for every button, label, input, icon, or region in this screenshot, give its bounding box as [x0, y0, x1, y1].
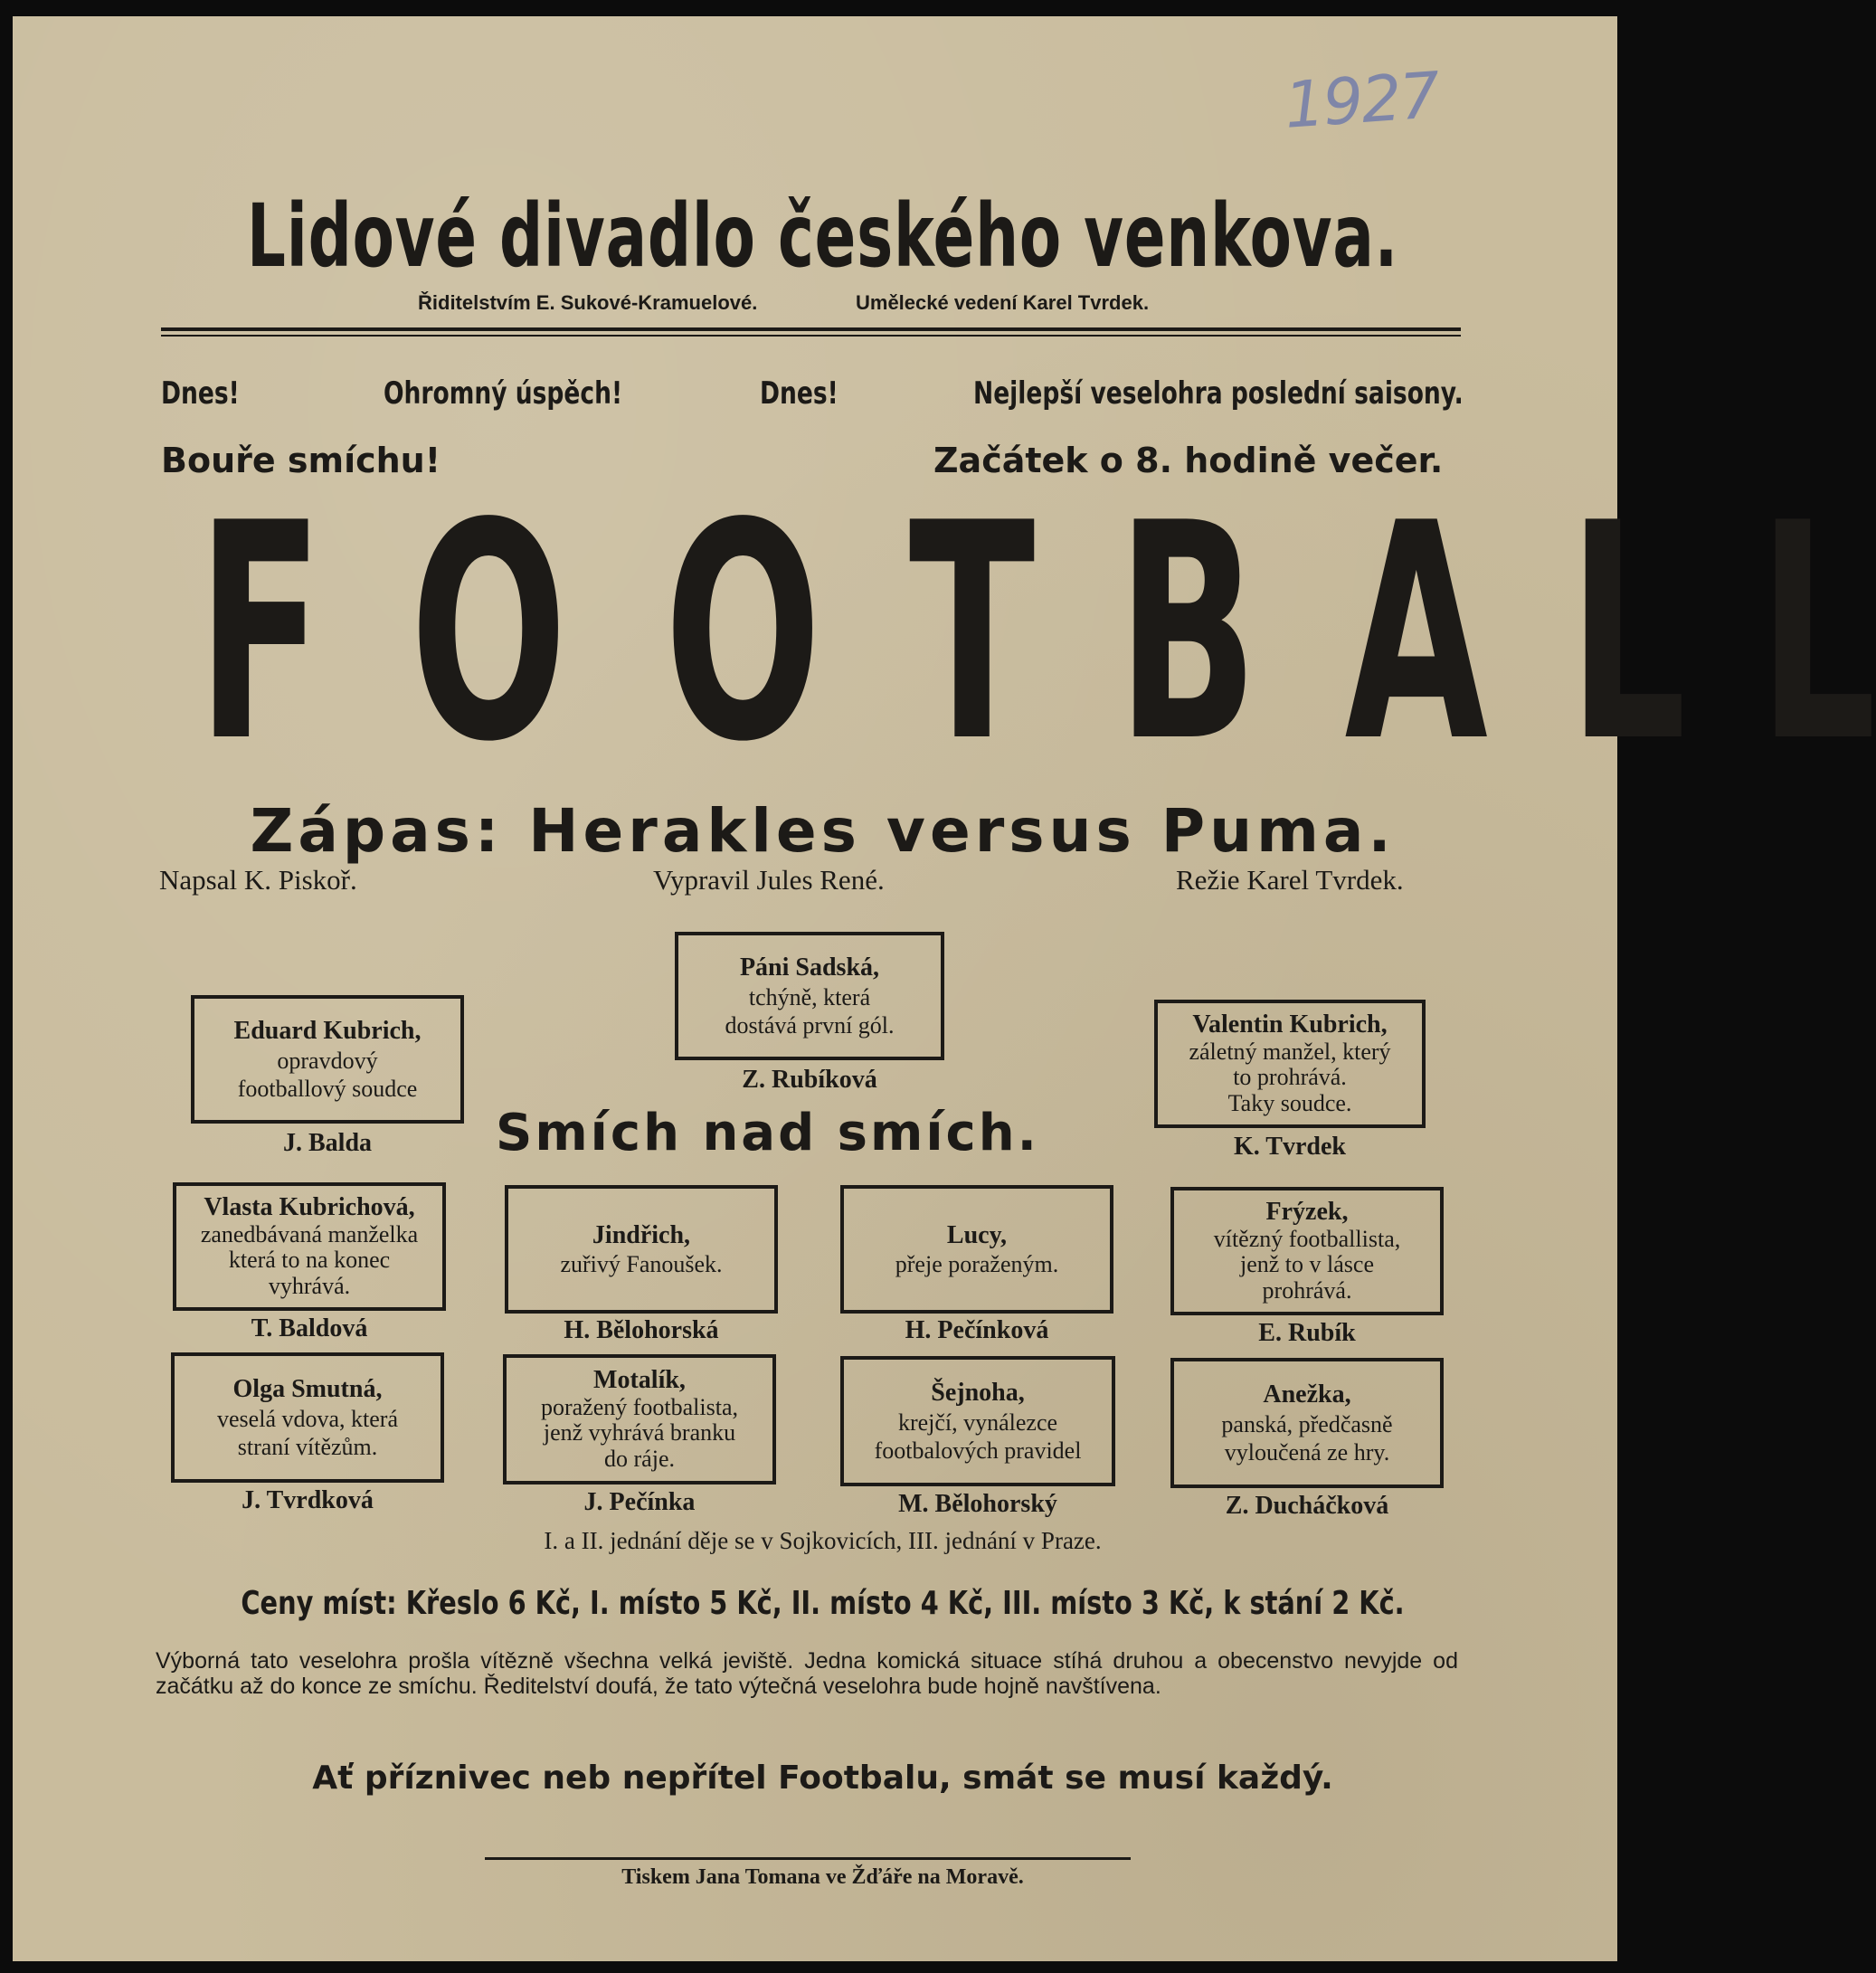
- role-desc: panská, předčasně: [1221, 1410, 1393, 1437]
- artistic-line: Umělecké vedení Karel Tvrdek.: [856, 291, 1150, 314]
- role-desc: veselá vdova, která: [217, 1405, 398, 1432]
- role-desc: která to na konec: [228, 1247, 391, 1274]
- role-desc: prohrává.: [1262, 1276, 1352, 1304]
- announce-best-comedy: Nejlepší veselohra poslední saisony.: [973, 375, 1464, 412]
- role-name: Olga Smutná,: [232, 1375, 383, 1404]
- role-desc: opravdový: [277, 1047, 378, 1074]
- role-desc: záletný manžel, který: [1189, 1038, 1391, 1065]
- actor-name: M. Bělohorský: [898, 1490, 1057, 1518]
- printer-imprint: Tiskem Jana Tomana ve Žďáře na Moravě.: [621, 1865, 1024, 1889]
- match-subtitle: Zápas: Herakles versus Puma.: [250, 796, 1396, 866]
- role-name: Lucy,: [946, 1220, 1008, 1249]
- actor-name: T. Baldová: [251, 1314, 368, 1342]
- role-name: Jindřich,: [592, 1220, 691, 1249]
- role-box-olga: [171, 1352, 444, 1483]
- role-box-lucy: [840, 1185, 1113, 1314]
- title-letter: T: [908, 460, 1035, 807]
- credit-author: Napsal K. Piskoř.: [159, 864, 357, 896]
- role-desc: jenž vyhrává branku: [543, 1419, 736, 1447]
- title-letter: L: [1568, 460, 1686, 807]
- role-box-jindrich: [505, 1185, 778, 1314]
- slogan: Ať příznivec neb nepřítel Footbalu, smát se musí každý.: [312, 1760, 1333, 1797]
- role-box-fryzek: [1170, 1187, 1444, 1315]
- description-paragraph: Výborná tato veselohra prošla vítězně všechna velká jeviště. Jedna komická situace stíhá druhou a obecenstvo nevyjde od začátku až do konce ze smíchu. Ředitelství doufá, že tato výtečná veselohra bude hojně navštívena.: [156, 1648, 1458, 1699]
- role-box-anezka: [1170, 1358, 1444, 1488]
- role-desc: footballový soudce: [237, 1075, 418, 1102]
- actor-name: H. Bělohorská: [564, 1316, 719, 1344]
- role-desc: vyhrává.: [268, 1272, 351, 1299]
- role-name: Motalík,: [593, 1365, 686, 1394]
- actor-name: E. Rubík: [1258, 1319, 1356, 1347]
- role-box-sejnoha: [840, 1356, 1115, 1486]
- actor-name: J. Tvrdková: [242, 1486, 374, 1514]
- credit-director: Režie Karel Tvrdek.: [1176, 864, 1404, 896]
- announce-dnes-2: Dnes!: [760, 375, 839, 412]
- title-letter: O: [664, 460, 822, 807]
- role-desc: jenž to v lásce: [1240, 1251, 1374, 1278]
- role-name: Šejnoha,: [931, 1379, 1025, 1408]
- role-desc: přeje poraženým.: [895, 1251, 1059, 1278]
- role-box-eduard: [191, 995, 464, 1124]
- role-box-motalik: [503, 1354, 776, 1484]
- role-desc: do ráje.: [604, 1445, 675, 1472]
- acts-location: I. a II. jednání děje se v Sojkovicích, III. jednání v Praze.: [544, 1527, 1102, 1554]
- header-rule-thick: [161, 327, 1461, 331]
- role-desc: zuřivý Fanoušek.: [560, 1251, 723, 1278]
- role-name: Valentin Kubrich,: [1192, 1010, 1388, 1039]
- announce-storm: Bouře smíchu!: [161, 441, 441, 480]
- actor-name: Z. Rubíková: [742, 1066, 877, 1094]
- role-desc: vyloučená ze hry.: [1224, 1438, 1390, 1466]
- role-desc: footbalových pravidel: [874, 1437, 1082, 1464]
- role-name: Frýzek,: [1265, 1197, 1349, 1226]
- role-name: Páni Sadská,: [739, 953, 880, 982]
- title-letter: L: [1758, 460, 1876, 807]
- role-desc: straní vítězům.: [237, 1433, 378, 1460]
- actor-name: H. Pečínková: [905, 1316, 1049, 1344]
- role-desc: vítězný footballista,: [1213, 1225, 1401, 1252]
- footer-rule: [485, 1857, 1131, 1860]
- theatre-name: Lidové divadlo českého venkova.: [247, 185, 1398, 287]
- role-box-vlasta: [173, 1182, 446, 1311]
- title-letter: F: [196, 460, 324, 807]
- announce-dnes-1: Dnes!: [161, 375, 240, 412]
- role-name: Anežka,: [1263, 1380, 1351, 1409]
- handwritten-year: 1927: [1282, 58, 1441, 143]
- credit-staging: Vypravil Jules René.: [653, 864, 885, 896]
- role-box-sadska: [675, 932, 944, 1060]
- title-letter: B: [1116, 460, 1258, 807]
- role-desc: to prohrává.: [1233, 1064, 1347, 1091]
- role-box-valentin: [1154, 1000, 1426, 1128]
- ticket-prices: Ceny míst: Křeslo 6 Kč, I. místo 5 Kč, II. místo 4 Kč, III. místo 3 Kč, k stání 2 Kč.: [241, 1585, 1405, 1622]
- role-name: Eduard Kubrich,: [233, 1017, 422, 1046]
- announce-success: Ohromný úspěch!: [384, 375, 623, 412]
- tagline: Smích nad smích.: [496, 1104, 1039, 1162]
- announce-start-time: Začátek o 8. hodině večer.: [933, 441, 1444, 480]
- role-desc: dostává první gól.: [725, 1011, 895, 1039]
- role-desc: tchýně, která: [748, 983, 871, 1010]
- role-desc: zanedbávaná manželka: [200, 1220, 419, 1247]
- header-rule-thin: [161, 335, 1461, 337]
- direction-line: Řiditelstvím E. Sukové-Kramuelové.: [418, 291, 758, 314]
- actor-name: J. Pečínka: [583, 1488, 696, 1516]
- title-letter: A: [1344, 460, 1489, 807]
- role-desc: Taky soudce.: [1227, 1089, 1352, 1116]
- actor-name: J. Balda: [282, 1129, 373, 1157]
- role-name: Vlasta Kubrichová,: [204, 1192, 415, 1221]
- title-letter: O: [410, 460, 568, 807]
- role-desc: poražený footbalista,: [540, 1393, 739, 1420]
- role-desc: krejčí, vynálezce: [897, 1409, 1058, 1436]
- actor-name: K. Tvrdek: [1234, 1133, 1346, 1161]
- actor-name: Z. Ducháčková: [1225, 1492, 1389, 1520]
